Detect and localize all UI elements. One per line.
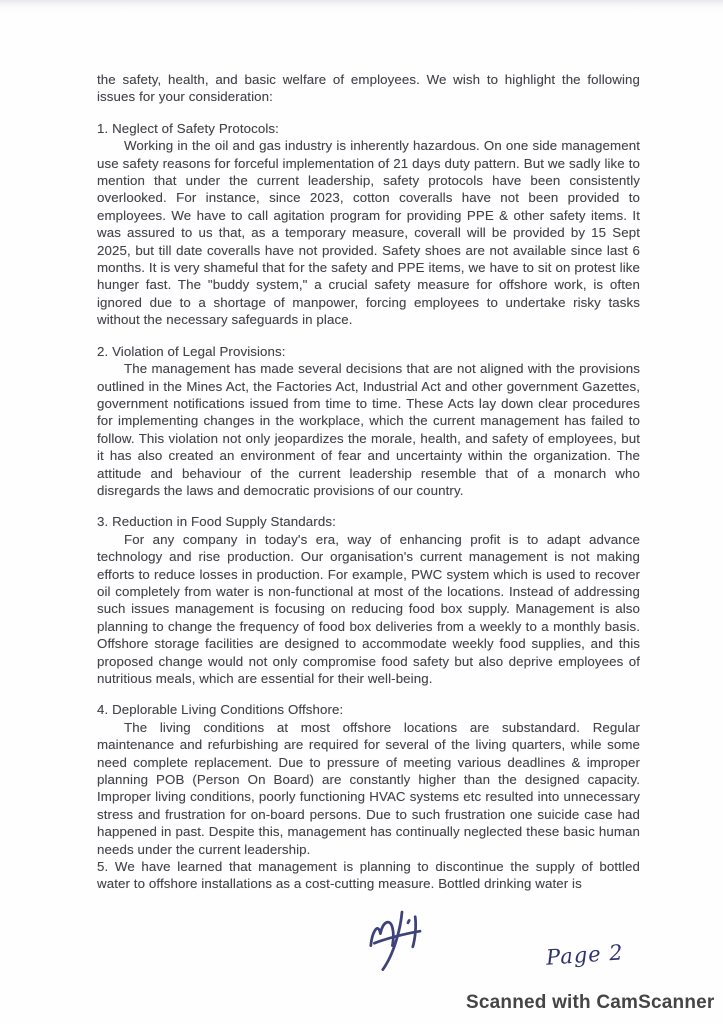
section-2-paragraph: The management has made several decisions that are not aligned with the provisions outlined in the Mines Act, the Factories Act, Industrial Act and other government Gazettes, government notifications issued from time to time. These Acts lay down clear procedures for implementing changes in the workplace, which the current management has failed to follow. This violation not only jeopardizes the morale, health, and safety of employees, but it has also created an environment of fear and uncertainty within the organization. The attitude and behaviour of the current leadership resemble that of a monarch who disregards the laws and democratic provisions of our country.	[97, 361, 640, 498]
camscanner-watermark: Scanned with CamScanner	[466, 992, 715, 1013]
intro-paragraph: the safety, health, and basic welfare of employees. We wish to highlight the following issues for your consideration:	[97, 72, 640, 105]
signature-ink-icon	[352, 906, 440, 978]
letter-body	[97, 71, 640, 893]
section-reduction-in-food-supply	[97, 513, 640, 687]
section-4-heading: 4. Deplorable Living Conditions Offshore:	[97, 702, 344, 718]
handwritten-page-number: Page 2	[545, 940, 625, 970]
section-deplorable-living-conditions	[97, 701, 640, 858]
section-1-paragraph: Working in the oil and gas industry is inherently hazardous. On one side management use safety reasons for forceful implementation of 21 days duty pattern. But we sadly like to mention that under the current leadership, safety protocols have been consistently overlooked. For instance, since 2023, cotton coveralls have not been provided to employees. We have to call agitation program for providing PPE & other safety items. It was assured to us that, as a temporary measure, coverall will be provided by 15 Sept 2025, but till date coveralls have not provided. Safety shoes are not available since last 6 months. It is very shameful that for the safety and PPE items, we have to sit on protest like hunger fast. The "buddy system," a crucial safety measure for offshore work, is often ignored due to a shortage of manpower, forcing employees to undertake risky tasks without the necessary safeguards in place.	[97, 138, 640, 328]
scan-artifact-top-edge	[0, 0, 723, 13]
section-violation-of-legal-provisions	[97, 343, 640, 500]
section-neglect-of-safety-protocols	[97, 120, 640, 329]
section-3-paragraph: For any company in today's era, way of enhancing profit is to adapt advance technology and rise production. Our organisation's current management is not making efforts to reduce losses in production. For example, PWC system which is used to recover oil completely from water is non-functional at most of the locations. Instead of addressing such issues management is focusing on reducing food box supply. Management is also planning to change the frequency of food box deliveries from a weekly to a monthly basis. Offshore storage facilities are designed to accommodate weekly food supplies, and this proposed change would not only compromise food safety but also deprive employees of nutritious meals, which are essential for their well-being.	[97, 531, 640, 686]
section-3-heading: 3. Reduction in Food Supply Standards:	[97, 514, 336, 530]
section-2-heading: 2. Violation of Legal Provisions:	[97, 343, 286, 359]
item-5-paragraph: 5. We have learned that management is planning to discontinue the supply of bottled water to offshore installations as a cost-cutting measure. Bottled drinking water is	[97, 859, 640, 892]
handwritten-signature	[352, 906, 440, 978]
section-1-heading: 1. Neglect of Safety Protocols:	[97, 120, 279, 136]
section-4-paragraph: The living conditions at most offshore locations are substandard. Regular maintenance and refurbishing are required for several of the living quarters, while some need complete replacement. Due to pressure of meeting various deadlines & improper planning POB (Person On Board) are constantly higher than the designed capacity. Improper living conditions, poorly functioning HVAC systems etc resulted into unnecessary stress and frustration for on-board persons. Due to such frustration one suicide case had happened in past. Despite this, management has continually neglected these basic human needs under the current leadership.	[97, 719, 640, 857]
